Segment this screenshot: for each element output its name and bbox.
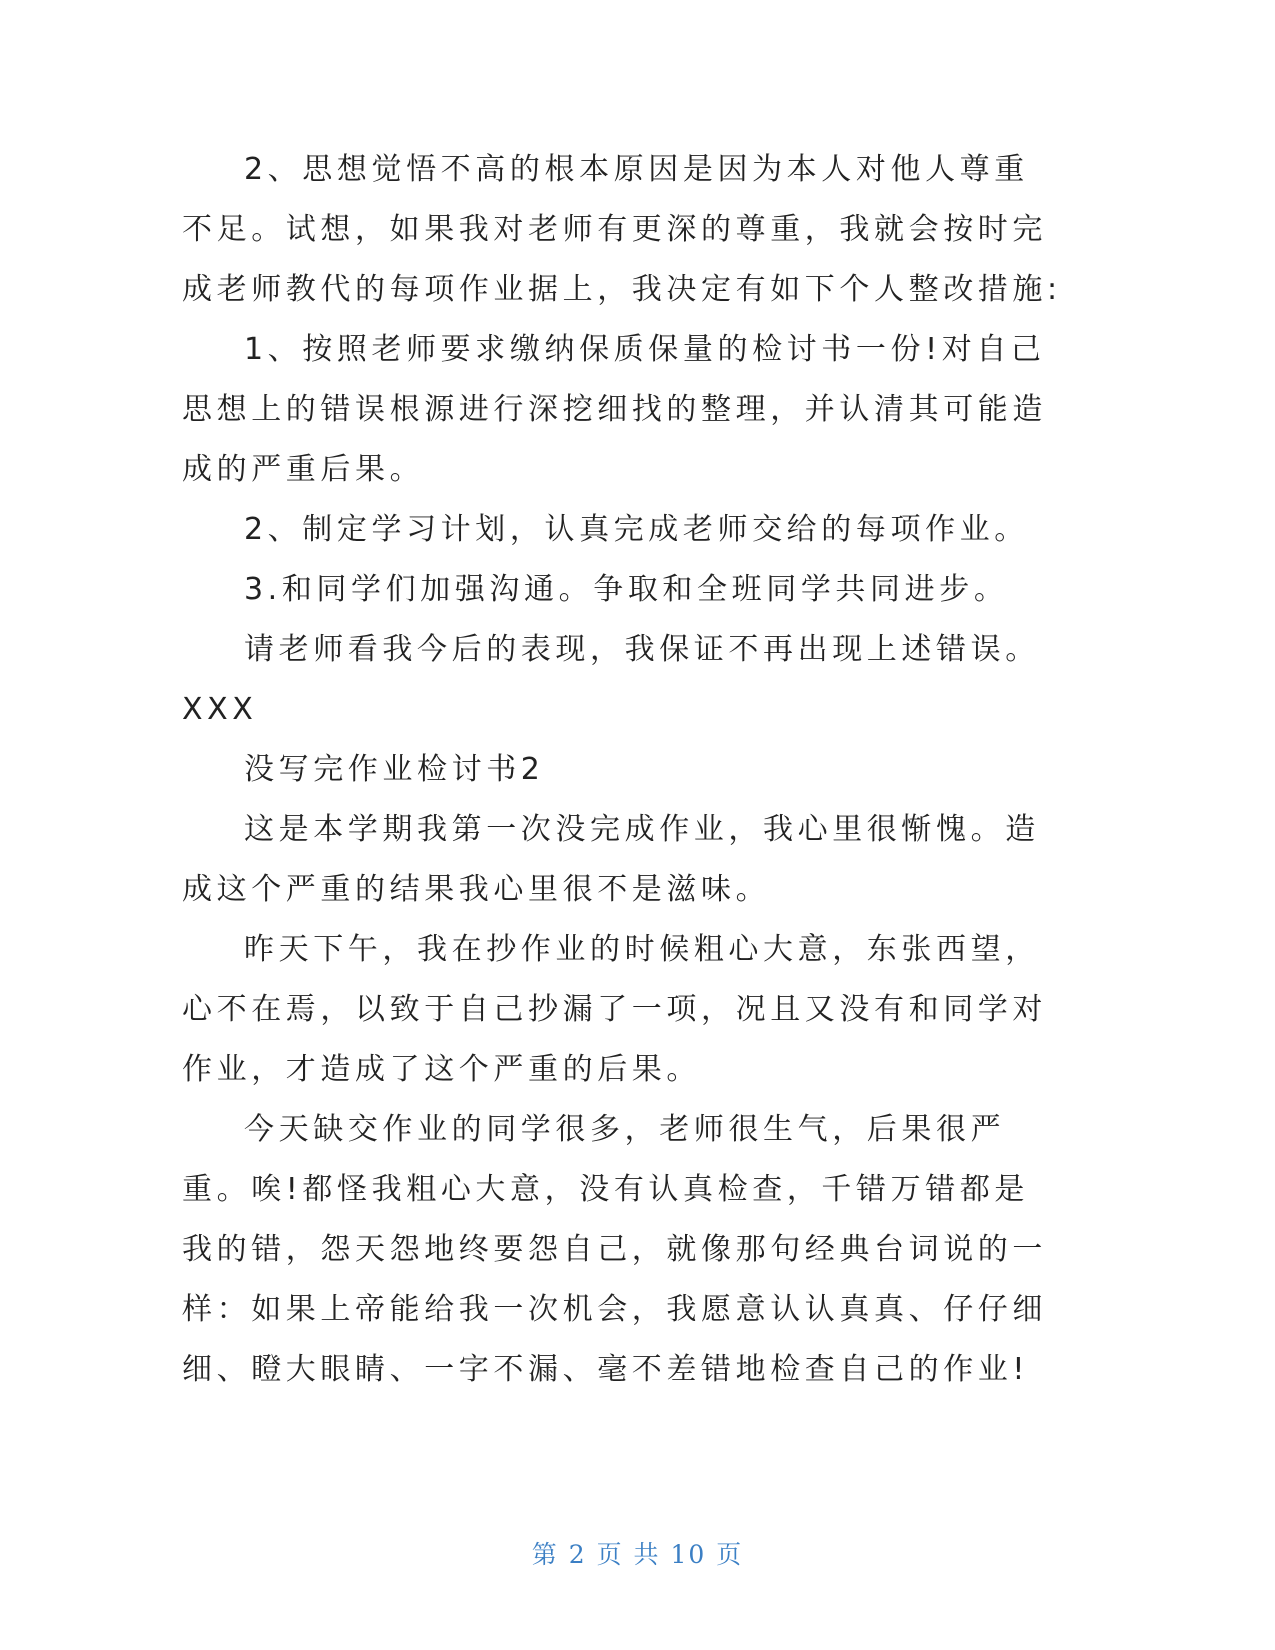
paragraph-today: 今天缺交作业的同学很多，老师很生气，后果很严重。唉!都怪我粗心大意，没有认真检查，千错万错都是我的错，怨天怨地终要怨自己，就像那句经典台词说的一样：如果上帝能给我一次机会，我愿意认认真真、仔仔细细、瞪大眼睛、一字不漏、毫不差错地检查自己的作业! (182, 1112, 1047, 1387)
paragraph-measure-2: 2、制定学习计划，认真完成老师交给的每项作业。 (244, 512, 1029, 547)
document-body (182, 140, 1062, 1400)
signature: XXX (182, 692, 258, 727)
paragraph-intro: 这是本学期我第一次没完成作业，我心里很惭愧。造成这个严重的结果我心里很不是滋味。 (182, 812, 1040, 907)
page-number-footer: 第 2 页 共 10 页 (531, 1540, 744, 1569)
paragraph-promise: 请老师看我今后的表现，我保证不再出现上述错误。 (244, 632, 1040, 667)
paragraph-reason: 2、思想觉悟不高的根本原因是因为本人对他人尊重不足。试想，如果我对老师有更深的尊重，我就会按时完成老师教代的每项作业据上，我决定有如下个人整改措施: (182, 152, 1062, 307)
paragraph-yesterday: 昨天下午，我在抄作业的时候粗心大意，东张西望，心不在焉，以致于自己抄漏了一项，况且又没有和同学对作业，才造成了这个严重的后果。 (182, 932, 1047, 1087)
section-title: 没写完作业检讨书2 (244, 752, 545, 787)
paragraph-measure-3: 3.和同学们加强沟通。争取和全班同学共同进步。 (244, 572, 1009, 607)
paragraph-measure-1: 1、按照老师要求缴纳保质保量的检讨书一份!对自己思想上的错误根源进行深挖细找的整理，并认清其可能造成的严重后果。 (182, 332, 1047, 487)
